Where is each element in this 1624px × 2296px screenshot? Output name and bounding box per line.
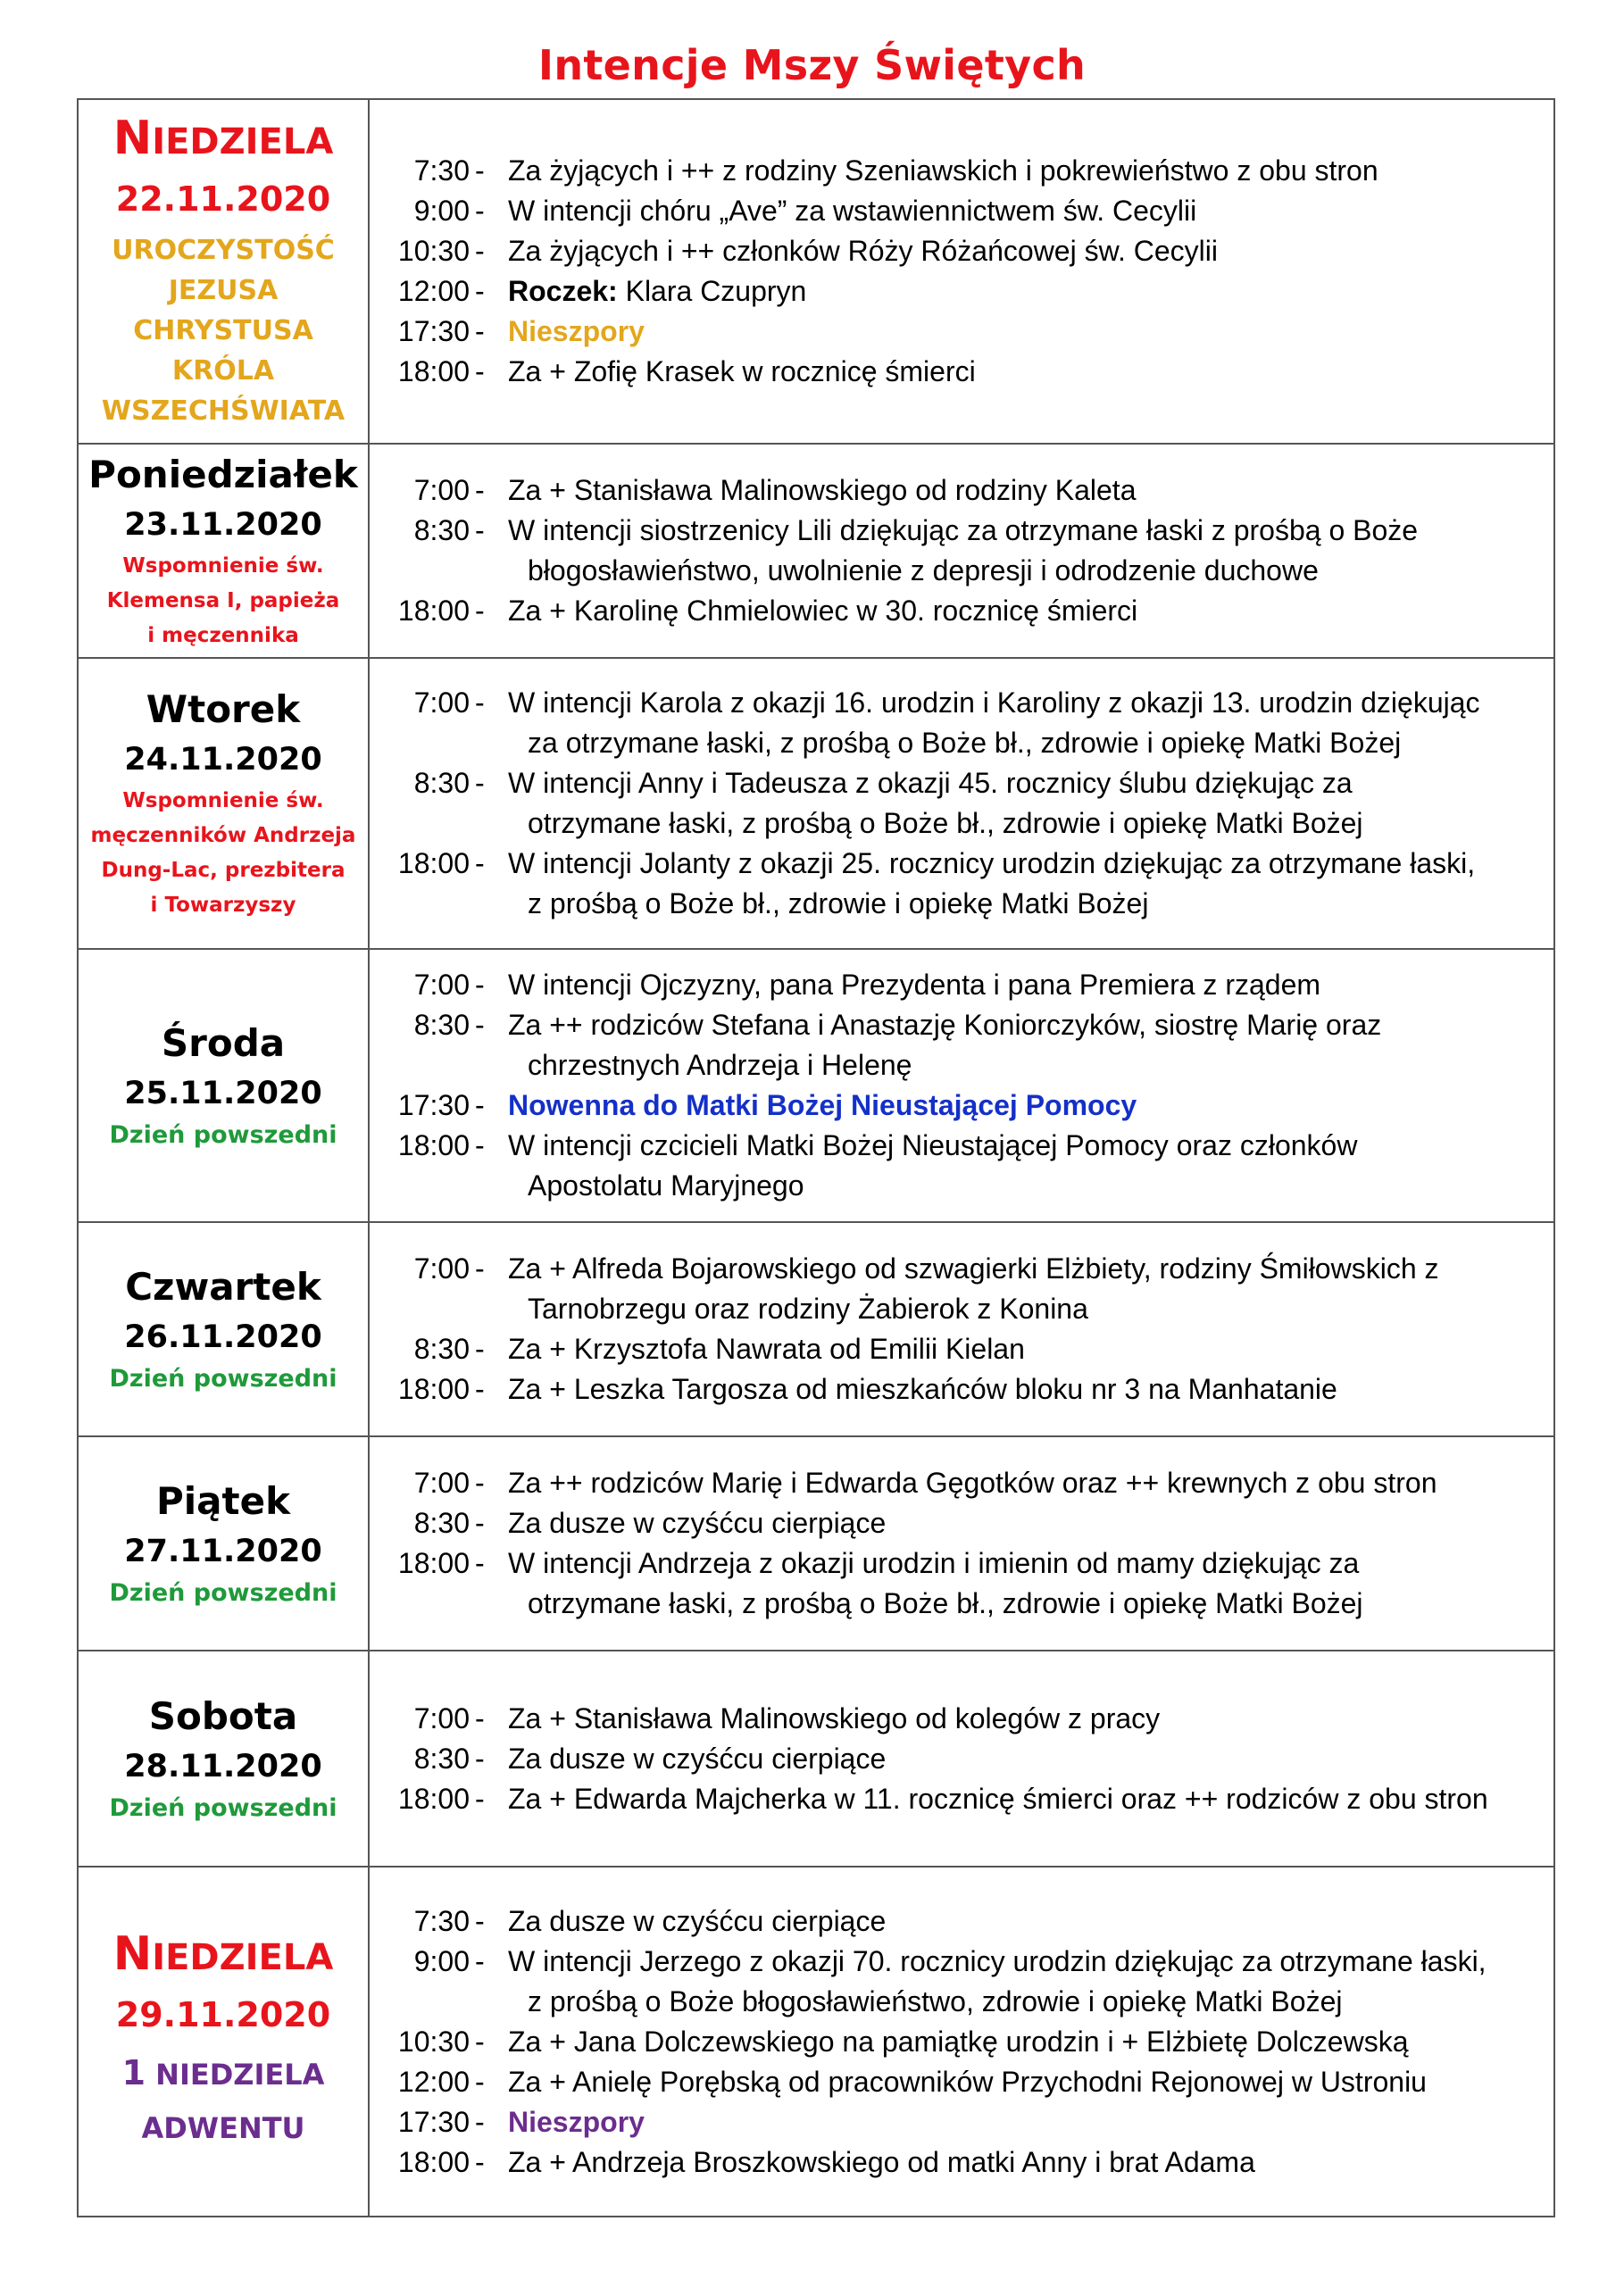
mass-item: 18:00 - Za + Andrzeja Broszkowskiego od matki Anny i brat Adama [397, 2145, 1255, 2178]
mass-item: 7:30 - Za dusze w czyśćcu cierpiące [413, 1904, 887, 1937]
day-name: Środa [161, 1021, 286, 1065]
mass-item: 18:00 - W intencji Jolanty z okazji 25. rocznicy urodzin dziękując za otrzymane łaski, z prośbą o Boże bł., zdrowie i opiekę Matki Bożej [397, 847, 1476, 919]
feast-line: Dzień powszedni [109, 1365, 337, 1393]
mass-item: 7:00 - Za ++ rodziców Marię i Edwarda Gęgotków oraz ++ krewnych z obu stron [413, 1467, 1437, 1499]
feast-line: męczenników Andrzeja [90, 824, 356, 847]
table-row [78, 99, 1554, 444]
feast-line: Dzień powszedni [109, 1121, 337, 1149]
feast-line: KRÓLA [171, 354, 275, 387]
day-cell [78, 1867, 369, 2217]
mass-item: 17:30 - Nieszpory [397, 2105, 645, 2138]
day-date: 28.11.2020 [124, 1749, 322, 1784]
mass-item: 18:00 - Za + Zofię Krasek w rocznicę śmierci [397, 355, 976, 387]
day-name: Wtorek [146, 687, 301, 731]
day-name: Sobota [148, 1694, 298, 1738]
mass-list-cell [369, 444, 1554, 658]
feast-line: Dzień powszedni [109, 1579, 337, 1607]
mass-list-cell [369, 1222, 1554, 1436]
feast-line: WSZECHŚWIATA [101, 395, 346, 427]
mass-item: 9:00 - W intencji chóru „Ave” za wstawiennictwem św. Cecylii [413, 195, 1197, 227]
table-row [78, 658, 1554, 949]
day-date: 22.11.2020 [115, 179, 331, 219]
day-date: 27.11.2020 [124, 1534, 322, 1569]
mass-item: 8:30 - Za ++ rodziców Stefana i Anastazję Koniorczyków, siostrę Marię oraz chrzestnych Andrzeja i Helenę [413, 1009, 1382, 1081]
mass-list-cell [369, 1436, 1554, 1651]
day-date: 24.11.2020 [124, 742, 322, 778]
mass-item: 17:30 - Nieszpory [397, 315, 645, 347]
day-cell [78, 1651, 369, 1867]
feast-line: JEZUSA CHRYSTUSA [133, 274, 313, 346]
mass-item: 9:00 - W intencji Jerzego z okazji 70. rocznicy urodzin dziękując za otrzymane łaski, z prośbą o Boże błogosławieństwo, zdrowie i opiekę Matki Bożej [413, 1944, 1487, 2017]
day-date: 26.11.2020 [124, 1319, 322, 1355]
mass-item: 8:30 - Za + Krzysztofa Nawrata od Emilii Kielan [413, 1333, 1025, 1365]
day-date: 23.11.2020 [124, 506, 322, 543]
mass-item: 8:30 - W intencji siostrzenicy Lili dziękując za otrzymane łaski z prośbą o Boże błogosławieństwo, uwolnienie z depresji i odrodzenie duchowe [413, 514, 1419, 586]
table-row [78, 1651, 1554, 1867]
feast-line: 1 NIEDZIELA [121, 2053, 325, 2092]
mass-item: 7:30 - Za żyjących i ++ z rodziny Szeniawskich i pokrewieństwo z obu stron [413, 154, 1378, 187]
mass-item: 17:30 - Nowenna do Matki Bożej Nieustającej Pomocy [397, 1089, 1137, 1121]
feast-line: Dung-Lac, prezbitera [101, 859, 346, 882]
table-row [78, 444, 1554, 658]
mass-list-cell [369, 99, 1554, 444]
mass-list-cell [369, 949, 1554, 1222]
day-cell [78, 444, 369, 658]
day-cell [78, 658, 369, 949]
page-title: Intencje Mszy Świętych [537, 41, 1087, 89]
feast-line: UROCZYSTOŚĆ [112, 234, 335, 266]
feast-line: ADWENTU [141, 2111, 305, 2145]
feast-line: i męczennika [147, 623, 299, 647]
day-name: Czwartek [125, 1265, 321, 1309]
day-cell [78, 1222, 369, 1436]
mass-item: 18:00 - Za + Edwarda Majcherka w 11. rocznicę śmierci oraz ++ rodziców z obu stron [397, 1782, 1488, 1815]
mass-item: 10:30 - Za + Jana Dolczewskiego na pamiątkę urodzin i + Elżbietę Dolczewską [397, 2025, 1409, 2058]
table-row [78, 1436, 1554, 1651]
day-cell [78, 1436, 369, 1651]
feast-line: Klemensa I, papieża [106, 588, 340, 612]
feast-line: i Towarzyszy [150, 894, 296, 917]
day-date: 25.11.2020 [124, 1076, 322, 1111]
mass-item: 7:00 - W intencji Karola z okazji 16. urodzin i Karoliny z okazji 13. urodzin dziękując za otrzymane łaski, z prośbą o Boże bł., zdrowie i opiekę Matki Bożej [413, 686, 1480, 759]
mass-item: 7:00 - Za + Stanisława Malinowskiego od kolegów z pracy [413, 1701, 1161, 1734]
day-date: 29.11.2020 [115, 1995, 331, 2034]
mass-item: 18:00 - W intencji czcicieli Matki Bożej Nieustającej Pomocy oraz członków Apostolatu Maryjnego [397, 1129, 1358, 1202]
mass-item: 18:00 - Za + Leszka Targosza od mieszkańców bloku nr 3 na Manhatanie [397, 1373, 1337, 1405]
day-name: NIEDZIELA [112, 111, 334, 165]
mass-item: 10:30 - Za żyjących i ++ członków Róży Różańcowej św. Cecylii [397, 235, 1218, 267]
day-cell [78, 949, 369, 1222]
day-cell [78, 99, 369, 444]
day-name: Poniedziałek [88, 452, 358, 496]
mass-list-cell [369, 658, 1554, 949]
mass-item: 12:00 - Za + Anielę Porębską od pracowników Przychodni Rejonowej w Ustroniu [397, 2065, 1427, 2098]
mass-schedule-table [77, 98, 1555, 2217]
feast-line: Wspomnienie św. [122, 789, 324, 812]
day-name: NIEDZIELA [112, 1927, 334, 1981]
table-row [78, 949, 1554, 1222]
feast-line: Dzień powszedni [109, 1794, 337, 1822]
mass-item: 12:00 - Roczek: Klara Czupryn [397, 275, 807, 307]
mass-item: 18:00 - W intencji Andrzeja z okazji urodzin i imienin od mamy dziękując za otrzymane łaski, z prośbą o Boże bł., zdrowie i opiekę Matki Bożej [397, 1547, 1363, 1619]
mass-list-cell [369, 1867, 1554, 2217]
mass-item: 18:00 - Za + Karolinę Chmielowiec w 30. rocznicę śmierci [397, 595, 1138, 627]
table-row [78, 1867, 1554, 2217]
mass-list-cell [369, 1651, 1554, 1867]
mass-item: 8:30 - Za dusze w czyśćcu cierpiące [413, 1742, 887, 1775]
day-name: Piątek [155, 1479, 290, 1523]
mass-item: 7:00 - Za + Stanisława Malinowskiego od rodziny Kaleta [413, 474, 1137, 506]
mass-item: 7:00 - Za + Alfreda Bojarowskiego od szwagierki Elżbiety, rodziny Śmiłowskich z Tarnobrzegu oraz rodziny Żabierok z Konina [413, 1252, 1439, 1325]
mass-item: 8:30 - Za dusze w czyśćcu cierpiące [413, 1507, 887, 1539]
feast-line: Wspomnienie św. [122, 553, 324, 578]
table-row [78, 1222, 1554, 1436]
mass-item: 7:00 - W intencji Ojczyzny, pana Prezydenta i pana Premiera z rządem [413, 969, 1321, 1001]
mass-item: 8:30 - W intencji Anny i Tadeusza z okazji 45. rocznicy ślubu dziękując za otrzymane łaski, z prośbą o Boże bł., zdrowie i opiekę Matki Bożej [413, 767, 1363, 839]
